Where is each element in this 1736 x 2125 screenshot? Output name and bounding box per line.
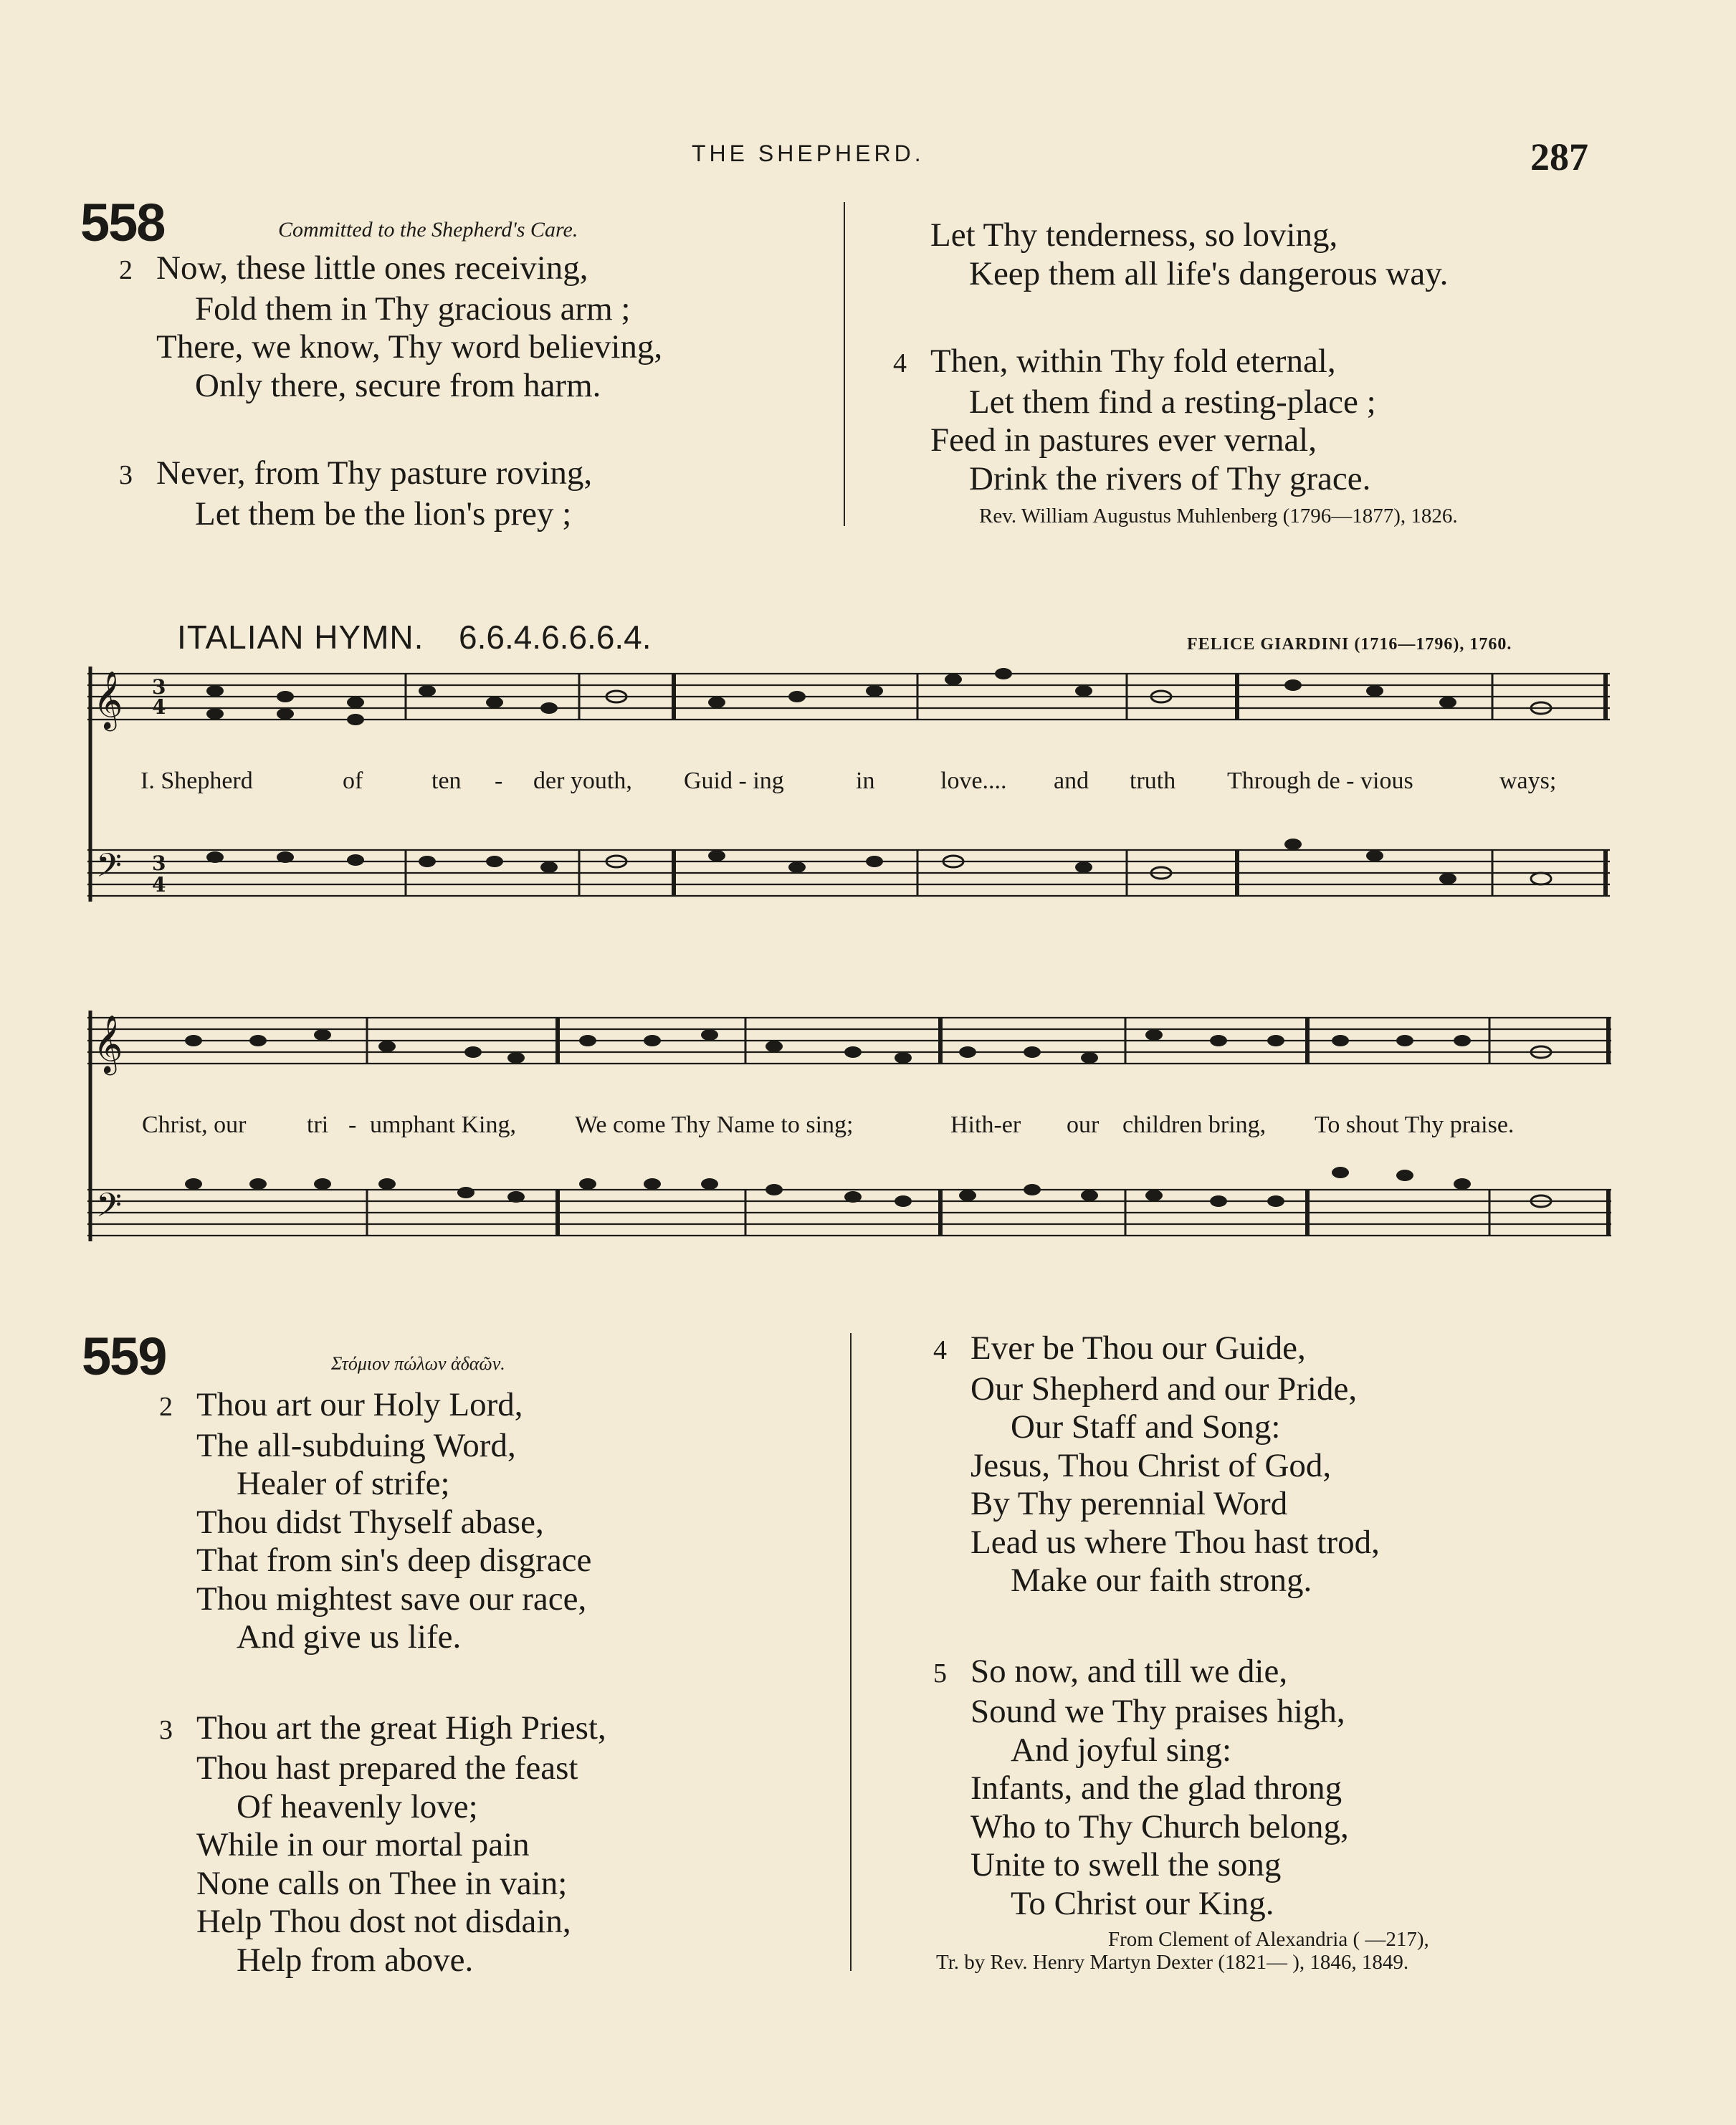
verse-line: Let Thy tenderness, so loving,: [930, 216, 1338, 254]
verse-line: The all-subduing Word,: [196, 1426, 516, 1464]
svg-text:𝄞: 𝄞: [93, 670, 123, 729]
verse-line: Jesus, Thou Christ of God,: [970, 1446, 1332, 1484]
stanza-number: 5: [933, 1658, 947, 1689]
hymn-558-attribution: Rev. William Augustus Muhlenberg (1796—1877), 1826.: [979, 505, 1458, 527]
tune-lyric-word: Hith-er: [950, 1112, 1021, 1138]
svg-text:4: 4: [152, 695, 166, 719]
verse-line: Help Thou dost not disdain,: [196, 1903, 571, 1940]
verse-line: Help from above.: [237, 1941, 474, 1979]
stanza-number: 2: [159, 1392, 173, 1422]
verse-line: And joyful sing:: [1011, 1731, 1232, 1769]
tune-lyric-word: love....: [940, 768, 1007, 794]
stanza-number: 4: [893, 348, 907, 378]
verse-line: Our Staff and Song:: [1011, 1408, 1281, 1446]
tune-lyric-word: children bring,: [1122, 1112, 1267, 1138]
verse-line: Unite to swell the song: [970, 1846, 1282, 1883]
page-number: 287: [1530, 135, 1588, 178]
verse-line: By Thy perennial Word: [970, 1485, 1288, 1522]
stanza-number: 3: [159, 1714, 173, 1745]
verse-line: Thou mightest save our race,: [196, 1580, 587, 1618]
verse-line: And give us life.: [237, 1618, 462, 1656]
verse-line: Thou didst Thyself abase,: [196, 1503, 544, 1541]
tune-lyric-word: Guid - ing: [684, 768, 784, 794]
verse-line: Make our faith strong.: [1011, 1562, 1312, 1599]
hymn-number-558: 558: [80, 193, 165, 252]
stanza-number: 4: [933, 1335, 947, 1365]
hymn-558-heading: Committed to the Shepherd's Care.: [278, 218, 578, 242]
tune-meter: 6.6.4.6.6.6.4.: [459, 619, 652, 656]
tune-lyric-word: in: [856, 768, 875, 794]
tune-lyric-word: I. Shepherd: [140, 768, 253, 794]
tune-lyric-word: To shout Thy praise.: [1315, 1112, 1515, 1138]
verse-line: 3 Never, from Thy pasture roving,: [119, 454, 662, 495]
svg-text:4: 4: [152, 873, 166, 897]
verse-line: 3 Thou art the great High Priest,: [159, 1709, 606, 1750]
svg-text:𝄢: 𝄢: [96, 1186, 123, 1233]
verse-line: None calls on Thee in vain;: [196, 1864, 568, 1902]
tune-lyric-word: der youth,: [533, 768, 632, 794]
stanza-number: 3: [119, 460, 133, 490]
tune-lyric-word: truth: [1130, 768, 1176, 794]
tune-lyric-word: ways;: [1499, 768, 1557, 794]
verse-line: 4 Ever be Thou our Guide,: [933, 1329, 1380, 1370]
hymn-number-559: 559: [82, 1327, 166, 1386]
verse-line: 5 So now, and till we die,: [933, 1653, 1380, 1694]
tune-lyric-word: ten: [431, 768, 462, 794]
verse-line: Sound we Thy praises high,: [970, 1693, 1345, 1730]
tune-lyric-word: tri: [307, 1112, 329, 1138]
verse-line: Only there, secure from harm.: [195, 366, 601, 404]
tune-title: ITALIAN HYMN.: [177, 619, 424, 656]
tune-lyric-word: We come Thy Name to sing;: [575, 1112, 854, 1138]
svg-text:𝄢: 𝄢: [96, 846, 123, 893]
tune-lyric-word: -: [348, 1112, 357, 1138]
tune-composer: FELICE GIARDINI (1716—1796), 1760.: [1187, 635, 1512, 654]
svg-text:3: 3: [152, 851, 166, 875]
verse-line: Thou hast prepared the feast: [196, 1749, 578, 1787]
hymn-559-attribution-source: From Clement of Alexandria ( —217),: [1108, 1928, 1429, 1951]
verse-line: Of heavenly love;: [237, 1787, 478, 1825]
verse-line: There, we know, Thy word believing,: [156, 328, 663, 366]
verse-line: 4 Then, within Thy fold eternal,: [893, 343, 1448, 383]
tune-lyric-word: umphant King,: [370, 1112, 516, 1138]
hymn-559-right-column: [933, 1329, 1380, 1923]
verse-line: Fold them in Thy gracious arm ;: [195, 290, 631, 328]
tune-lyric-word: -: [495, 768, 503, 794]
verse-line: Keep them all life's dangerous way.: [969, 254, 1449, 292]
verse-line: Who to Thy Church belong,: [970, 1808, 1349, 1845]
tune-lyric-word: our: [1067, 1112, 1100, 1138]
verse-line: 2 Thou art our Holy Lord,: [159, 1386, 606, 1427]
verse-line: 2 Now, these little ones receiving,: [119, 249, 662, 290]
hymn-559-heading: Στόμιον πώλων ἀδαῶν.: [331, 1353, 505, 1374]
column-divider: [850, 1333, 852, 1971]
verse-line: Healer of strife;: [237, 1465, 450, 1502]
svg-text:𝄞: 𝄞: [93, 1014, 123, 1073]
running-head: THE SHEPHERD.: [692, 140, 925, 166]
verse-line: Lead us where Thou hast trod,: [970, 1523, 1380, 1561]
hymn-559-attribution-translator: Tr. by Rev. Henry Martyn Dexter (1821— ), 1846, 1849.: [936, 1951, 1409, 1974]
verse-line: Our Shepherd and our Pride,: [970, 1370, 1358, 1408]
verse-line: That from sin's deep disgrace: [196, 1542, 592, 1579]
tune-lyric-word: Christ, our: [142, 1112, 247, 1138]
verse-line: Infants, and the glad throng: [970, 1770, 1342, 1807]
tune-lyric-word: Through de - vious: [1227, 768, 1413, 794]
verse-line: Let them be the lion's prey ;: [195, 495, 572, 533]
verse-line: Feed in pastures ever vernal,: [930, 421, 1317, 459]
verse-line: Drink the rivers of Thy grace.: [969, 459, 1371, 497]
verse-line: To Christ our King.: [1011, 1884, 1274, 1922]
stanza-number: 2: [119, 255, 133, 285]
tune-lyric-word: of: [343, 768, 363, 794]
tune-lyric-word: and: [1054, 768, 1089, 794]
verse-line: While in our mortal pain: [196, 1826, 530, 1863]
svg-text:3: 3: [152, 675, 166, 699]
verse-line: Let them find a resting-place ;: [969, 383, 1376, 421]
hymn-559-left-column: [159, 1386, 606, 1980]
